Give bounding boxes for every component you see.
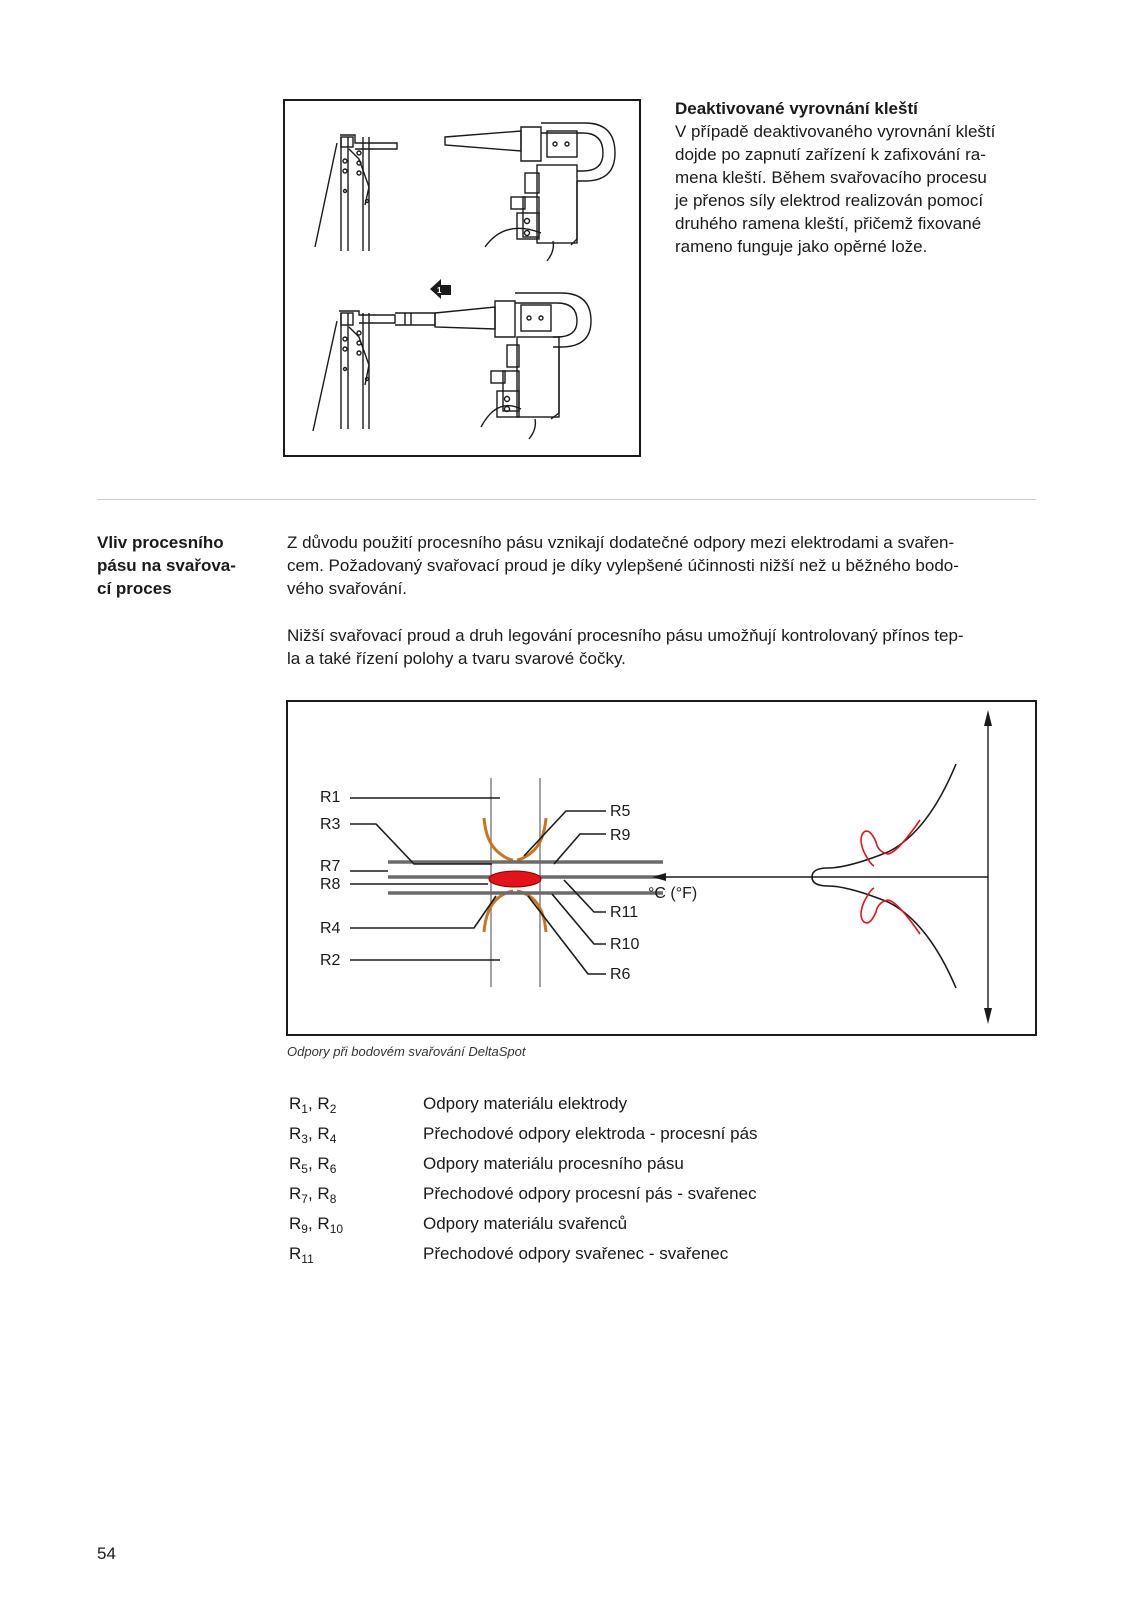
resistance-diagram-svg (288, 702, 1035, 1034)
legend-symbol: $R_3$, $R_4$ (289, 1124, 337, 1146)
resistance-legend (289, 1094, 1049, 1284)
weld-nugget (489, 871, 541, 887)
legend-symbol: $R_5$, $R_6$ (289, 1154, 337, 1176)
axis-arrow-left-icon (652, 873, 666, 881)
label-r9: R9 (610, 827, 631, 844)
section-divider (97, 499, 1036, 500)
side-heading-line-2: pásu na svařova- (97, 556, 236, 575)
legend-description: Přechodové odpory svařenec - svařenec (423, 1244, 729, 1263)
figure-caption: Odpory při bodovém svařování DeltaSpot (287, 1044, 526, 1059)
label-r10: R10 (610, 936, 640, 953)
legend-description: Odpory materiálu procesního pásu (423, 1154, 684, 1173)
paragraph-1-line-1: Z důvodu použití procesního pásu vznikají dodatečné odpory mezi elektrodami a svařen- (287, 533, 955, 552)
paragraph-1-line-2: cem. Požadovaný svařovací proud je díky vylepšené účinnosti nižší než u běžného bodo- (287, 556, 959, 575)
label-r11: R11 (610, 904, 639, 921)
temperature-label: °C (°F) (648, 885, 698, 902)
section-paragraph-1 (287, 531, 1047, 600)
deactivated-alignment-line-1: V případě deaktivovaného vyrovnání kleští (675, 122, 996, 141)
label-r6: R6 (610, 966, 631, 983)
legend-row (289, 1094, 1049, 1124)
legend-symbol: $R_9$, $R_{10}$ (289, 1214, 344, 1236)
page-number: 54 (97, 1544, 116, 1563)
temperature-axis (664, 716, 988, 1018)
legend-description: Odpory materiálu svařenců (423, 1214, 628, 1233)
side-heading-line-3: cí proces (97, 579, 172, 598)
legend-symbol: $R_7$, $R_8$ (289, 1184, 337, 1206)
deactivated-alignment-text (675, 97, 1055, 258)
section-paragraph-2 (287, 624, 1047, 670)
callout-number: 1 (437, 286, 442, 295)
deactivated-alignment-line-3: mena kleští. Během svařovacího procesu (675, 168, 987, 187)
legend-symbol: $R_1$, $R_2$ (289, 1094, 337, 1116)
label-r8: R8 (320, 876, 341, 893)
label-r4: R4 (320, 920, 341, 937)
label-r5: R5 (610, 803, 631, 820)
deactivated-alignment-line-2: dojde po zapnutí zařízení k zafixování ra- (675, 145, 986, 164)
legend-row (289, 1244, 1049, 1274)
deactivated-alignment-line-4: je přenos síly elektrod realizován pomocí (675, 191, 984, 210)
gun-figure (283, 99, 641, 457)
deactivated-alignment-line-5: druhého ramena kleští, přičemž fixované (675, 214, 982, 233)
resistance-diagram (286, 700, 1037, 1036)
legend-symbol: $R_{11}$ (289, 1244, 314, 1266)
temperature-profile-curve (812, 764, 956, 988)
label-r3: R3 (320, 816, 341, 833)
axis-arrow-up-icon (984, 710, 992, 726)
legend-row (289, 1124, 1049, 1154)
paragraph-2-line-1: Nižší svařovací proud a druh legování procesního pásu umožňují kontrolovaný přínos tep- (287, 626, 964, 645)
paragraph-2-line-2: la a také řízení polohy a tvaru svarové čočky. (287, 649, 626, 668)
deactivated-alignment-line-6: rameno funguje jako opěrné lože. (675, 237, 928, 256)
label-r1: R1 (320, 789, 341, 806)
legend-description: Přechodové odpory elektroda - procesní pás (423, 1124, 758, 1143)
legend-row (289, 1184, 1049, 1214)
section-side-heading (97, 531, 267, 600)
legend-description: Přechodové odpory procesní pás - svařenec (423, 1184, 757, 1203)
deactivated-alignment-heading: Deaktivované vyrovnání kleští (675, 99, 918, 118)
label-r7: R7 (320, 858, 341, 875)
side-heading-line-1: Vliv procesního (97, 533, 224, 552)
label-r2: R2 (320, 952, 341, 969)
legend-row (289, 1154, 1049, 1184)
leader-lines (350, 798, 606, 974)
legend-row (289, 1214, 1049, 1244)
legend-description: Odpory materiálu elektrody (423, 1094, 628, 1113)
paragraph-1-line-3: vého svařování. (287, 579, 408, 598)
welding-gun-illustration (285, 101, 639, 455)
axis-arrow-down-icon (984, 1008, 992, 1024)
